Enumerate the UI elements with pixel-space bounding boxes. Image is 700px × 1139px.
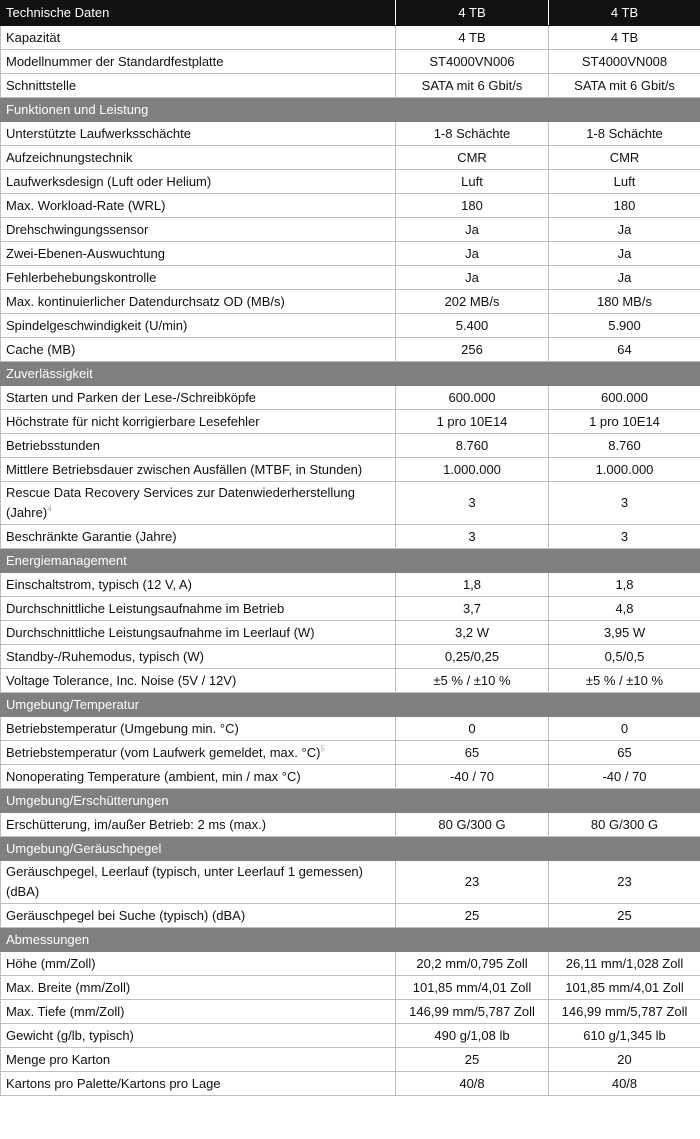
spec-label-cell	[1, 1024, 396, 1048]
spec-value-b: Ja	[549, 266, 700, 290]
table-row	[1, 976, 700, 1000]
spec-label: Zwei-Ebenen-Auswuchtung	[6, 245, 165, 261]
spec-label: Durchschnittliche Leistungsaufnahme im Betrieb	[6, 600, 285, 616]
table-row	[1, 146, 700, 170]
spec-value-a: 20,2 mm/0,795 Zoll	[396, 952, 549, 976]
section-title: Umgebung/Erschütterungen	[1, 789, 700, 813]
spec-value-a: 1-8 Schächte	[396, 122, 549, 146]
spec-label: Beschränkte Garantie (Jahre)	[6, 528, 177, 544]
spec-label: Betriebstemperatur (vom Laufwerk gemeldet, max. °C)	[6, 744, 321, 760]
spec-value-a: 3	[396, 482, 549, 525]
section-title: Umgebung/Geräuschpegel	[1, 837, 700, 861]
table-row	[1, 482, 700, 525]
spec-value-b: 65	[549, 741, 700, 765]
spec-label: Schnittstelle	[6, 77, 77, 93]
spec-value-a: 3,7	[396, 597, 549, 621]
table-row	[1, 717, 700, 741]
spec-label-cell	[1, 1072, 396, 1096]
section-title: Energiemanagement	[1, 549, 700, 573]
spec-value-a: 101,85 mm/4,01 Zoll	[396, 976, 549, 1000]
spec-value-a: 3	[396, 525, 549, 549]
table-row	[1, 194, 700, 218]
table-row	[1, 525, 700, 549]
header-col-b: 4 TB	[549, 1, 700, 26]
spec-value-a: 0	[396, 717, 549, 741]
spec-value-b: 4 TB	[549, 26, 700, 50]
spec-value-b: 25	[549, 904, 700, 928]
spec-label-cell	[1, 386, 396, 410]
spec-value-a: Luft	[396, 170, 549, 194]
spec-label-cell	[1, 218, 396, 242]
table-row	[1, 1048, 700, 1072]
spec-label: Kapazität	[6, 29, 61, 45]
spec-label-cell	[1, 314, 396, 338]
spec-value-a: 65	[396, 741, 549, 765]
spec-label: Durchschnittliche Leistungsaufnahme im Leerlauf (W)	[6, 624, 315, 640]
spec-label-cell	[1, 170, 396, 194]
spec-label: Max. kontinuierlicher Datendurchsatz OD (MB/s)	[6, 293, 285, 309]
spec-label-cell	[1, 813, 396, 837]
spec-value-a: 1.000.000	[396, 458, 549, 482]
spec-value-a: ±5 % / ±10 %	[396, 669, 549, 693]
spec-label-cell	[1, 645, 396, 669]
spec-value-b: 101,85 mm/4,01 Zoll	[549, 976, 700, 1000]
spec-value-a: -40 / 70	[396, 765, 549, 789]
spec-value-a: CMR	[396, 146, 549, 170]
spec-value-a: 600.000	[396, 386, 549, 410]
spec-value-a: ST4000VN006	[396, 50, 549, 74]
spec-label-cell	[1, 242, 396, 266]
spec-table-body	[1, 26, 700, 1096]
section-header	[1, 789, 700, 813]
spec-value-a: 3,2 W	[396, 621, 549, 645]
spec-label-cell	[1, 434, 396, 458]
spec-label: Laufwerksdesign (Luft oder Helium)	[6, 173, 212, 189]
spec-value-b: 3	[549, 482, 700, 525]
table-row	[1, 170, 700, 194]
spec-label-cell	[1, 717, 396, 741]
spec-label: Aufzeichnungstechnik	[6, 149, 133, 165]
spec-label-cell	[1, 765, 396, 789]
spec-value-b: 0,5/0,5	[549, 645, 700, 669]
spec-label-cell	[1, 482, 396, 525]
table-row	[1, 1072, 700, 1096]
table-row	[1, 597, 700, 621]
spec-label: Spindelgeschwindigkeit (U/min)	[6, 317, 188, 333]
spec-value-a: Ja	[396, 242, 549, 266]
spec-value-a: Ja	[396, 218, 549, 242]
spec-label-cell	[1, 741, 396, 765]
spec-value-b: 8.760	[549, 434, 700, 458]
section-title: Abmessungen	[1, 928, 700, 952]
spec-value-b: Luft	[549, 170, 700, 194]
spec-value-b: 3,95 W	[549, 621, 700, 645]
spec-label: Max. Tiefe (mm/Zoll)	[6, 1003, 125, 1019]
spec-value-a: 1 pro 10E14	[396, 410, 549, 434]
table-row	[1, 765, 700, 789]
table-row	[1, 290, 700, 314]
spec-label: Nonoperating Temperature (ambient, min / max °C)	[6, 768, 301, 784]
spec-value-b: 610 g/1,345 lb	[549, 1024, 700, 1048]
spec-label: Kartons pro Palette/Kartons pro Lage	[6, 1075, 221, 1091]
spec-value-b: 40/8	[549, 1072, 700, 1096]
spec-value-b: 23	[549, 861, 700, 904]
spec-value-b: 1-8 Schächte	[549, 122, 700, 146]
spec-label-cell	[1, 1048, 396, 1072]
spec-label-cell	[1, 573, 396, 597]
spec-label: Unterstützte Laufwerksschächte	[6, 125, 191, 141]
spec-value-b: 80 G/300 G	[549, 813, 700, 837]
table-row	[1, 74, 700, 98]
spec-label: Geräuschpegel, Leerlauf (typisch, unter Leerlauf 1 gemessen) (dBA)	[6, 864, 363, 899]
footnote-marker: 5	[320, 744, 325, 754]
spec-value-a: 1,8	[396, 573, 549, 597]
table-row	[1, 1000, 700, 1024]
spec-value-b: 180 MB/s	[549, 290, 700, 314]
section-title: Zuverlässigkeit	[1, 362, 700, 386]
spec-label: Modellnummer der Standardfestplatte	[6, 53, 224, 69]
table-row	[1, 621, 700, 645]
table-row	[1, 386, 700, 410]
spec-label: Gewicht (g/lb, typisch)	[6, 1027, 134, 1043]
spec-label-cell	[1, 952, 396, 976]
spec-value-b: Ja	[549, 218, 700, 242]
spec-label: Betriebstemperatur (Umgebung min. °C)	[6, 720, 239, 736]
spec-value-b: 0	[549, 717, 700, 741]
spec-label-cell	[1, 290, 396, 314]
spec-value-a: 256	[396, 338, 549, 362]
table-row	[1, 669, 700, 693]
spec-label: Höhe (mm/Zoll)	[6, 955, 96, 971]
spec-label-cell	[1, 50, 396, 74]
spec-value-a: 8.760	[396, 434, 549, 458]
spec-label-cell	[1, 26, 396, 50]
spec-value-b: ±5 % / ±10 %	[549, 669, 700, 693]
spec-label-cell	[1, 621, 396, 645]
spec-label-cell	[1, 194, 396, 218]
spec-label: Standby-/Ruhemodus, typisch (W)	[6, 648, 204, 664]
spec-label: Betriebsstunden	[6, 437, 100, 453]
spec-label-cell	[1, 861, 396, 904]
spec-label: Max. Workload-Rate (WRL)	[6, 197, 166, 213]
spec-value-b: 180	[549, 194, 700, 218]
spec-label: Erschütterung, im/außer Betrieb: 2 ms (max.)	[6, 816, 267, 832]
spec-value-b: 1.000.000	[549, 458, 700, 482]
spec-label: Geräuschpegel bei Suche (typisch) (dBA)	[6, 907, 246, 923]
table-row	[1, 338, 700, 362]
spec-value-b: CMR	[549, 146, 700, 170]
spec-label: Voltage Tolerance, Inc. Noise (5V / 12V)	[6, 672, 237, 688]
spec-value-b: -40 / 70	[549, 765, 700, 789]
spec-label-cell	[1, 976, 396, 1000]
spec-value-a: 146,99 mm/5,787 Zoll	[396, 1000, 549, 1024]
table-row	[1, 904, 700, 928]
table-row	[1, 952, 700, 976]
spec-label-cell	[1, 266, 396, 290]
spec-value-a: 180	[396, 194, 549, 218]
section-header	[1, 362, 700, 386]
spec-value-b: 1,8	[549, 573, 700, 597]
spec-label-cell	[1, 458, 396, 482]
spec-label-cell	[1, 1000, 396, 1024]
spec-label-cell	[1, 122, 396, 146]
spec-label-cell	[1, 74, 396, 98]
spec-value-b: 600.000	[549, 386, 700, 410]
table-row	[1, 434, 700, 458]
table-row	[1, 242, 700, 266]
spec-label: Max. Breite (mm/Zoll)	[6, 979, 131, 995]
table-row	[1, 218, 700, 242]
spec-label-cell	[1, 904, 396, 928]
table-row	[1, 410, 700, 434]
section-header	[1, 693, 700, 717]
spec-value-a: 23	[396, 861, 549, 904]
table-row	[1, 266, 700, 290]
spec-value-a: Ja	[396, 266, 549, 290]
spec-label-cell	[1, 146, 396, 170]
table-row	[1, 741, 700, 765]
header-label: Technische Daten	[1, 1, 396, 26]
section-title: Funktionen und Leistung	[1, 98, 700, 122]
spec-label: Drehschwingungssensor	[6, 221, 149, 237]
spec-label: Menge pro Karton	[6, 1051, 111, 1067]
spec-value-a: 0,25/0,25	[396, 645, 549, 669]
spec-label-cell	[1, 597, 396, 621]
spec-value-b: 20	[549, 1048, 700, 1072]
spec-label-cell	[1, 525, 396, 549]
section-header	[1, 928, 700, 952]
table-row	[1, 645, 700, 669]
spec-value-b: 26,11 mm/1,028 Zoll	[549, 952, 700, 976]
spec-label-cell	[1, 669, 396, 693]
table-header-row	[1, 1, 700, 26]
header-col-a: 4 TB	[396, 1, 549, 26]
spec-label: Mittlere Betriebsdauer zwischen Ausfällen (MTBF, in Stunden)	[6, 461, 363, 477]
spec-label-cell	[1, 338, 396, 362]
table-row	[1, 861, 700, 904]
table-row	[1, 813, 700, 837]
spec-value-b: ST4000VN008	[549, 50, 700, 74]
table-row	[1, 573, 700, 597]
spec-value-a: 25	[396, 904, 549, 928]
spec-value-a: SATA mit 6 Gbit/s	[396, 74, 549, 98]
spec-value-b: 64	[549, 338, 700, 362]
table-row	[1, 122, 700, 146]
table-row	[1, 458, 700, 482]
spec-value-b: Ja	[549, 242, 700, 266]
table-row	[1, 314, 700, 338]
section-header	[1, 98, 700, 122]
spec-value-a: 40/8	[396, 1072, 549, 1096]
spec-label: Einschaltstrom, typisch (12 V, A)	[6, 576, 192, 592]
spec-label: Starten und Parken der Lese-/Schreibköpfe	[6, 389, 257, 405]
spec-value-b: 3	[549, 525, 700, 549]
spec-value-a: 25	[396, 1048, 549, 1072]
spec-label: Cache (MB)	[6, 341, 76, 357]
spec-value-a: 202 MB/s	[396, 290, 549, 314]
section-header	[1, 549, 700, 573]
spec-value-a: 80 G/300 G	[396, 813, 549, 837]
spec-label: Fehlerbehebungskontrolle	[6, 269, 157, 285]
table-row	[1, 26, 700, 50]
spec-label: Rescue Data Recovery Services zur Datenwiederherstellung (Jahre)	[6, 485, 355, 520]
spec-value-b: 4,8	[549, 597, 700, 621]
table-row	[1, 50, 700, 74]
spec-label: Höchstrate für nicht korrigierbare Lesefehler	[6, 413, 260, 429]
spec-value-b: SATA mit 6 Gbit/s	[549, 74, 700, 98]
spec-value-a: 490 g/1,08 lb	[396, 1024, 549, 1048]
spec-value-a: 5.400	[396, 314, 549, 338]
spec-value-a: 4 TB	[396, 26, 549, 50]
spec-value-b: 5.900	[549, 314, 700, 338]
footnote-marker: 4	[47, 504, 52, 514]
section-header	[1, 837, 700, 861]
section-title: Umgebung/Temperatur	[1, 693, 700, 717]
table-row	[1, 1024, 700, 1048]
spec-value-b: 1 pro 10E14	[549, 410, 700, 434]
spec-label-cell	[1, 410, 396, 434]
spec-value-b: 146,99 mm/5,787 Zoll	[549, 1000, 700, 1024]
